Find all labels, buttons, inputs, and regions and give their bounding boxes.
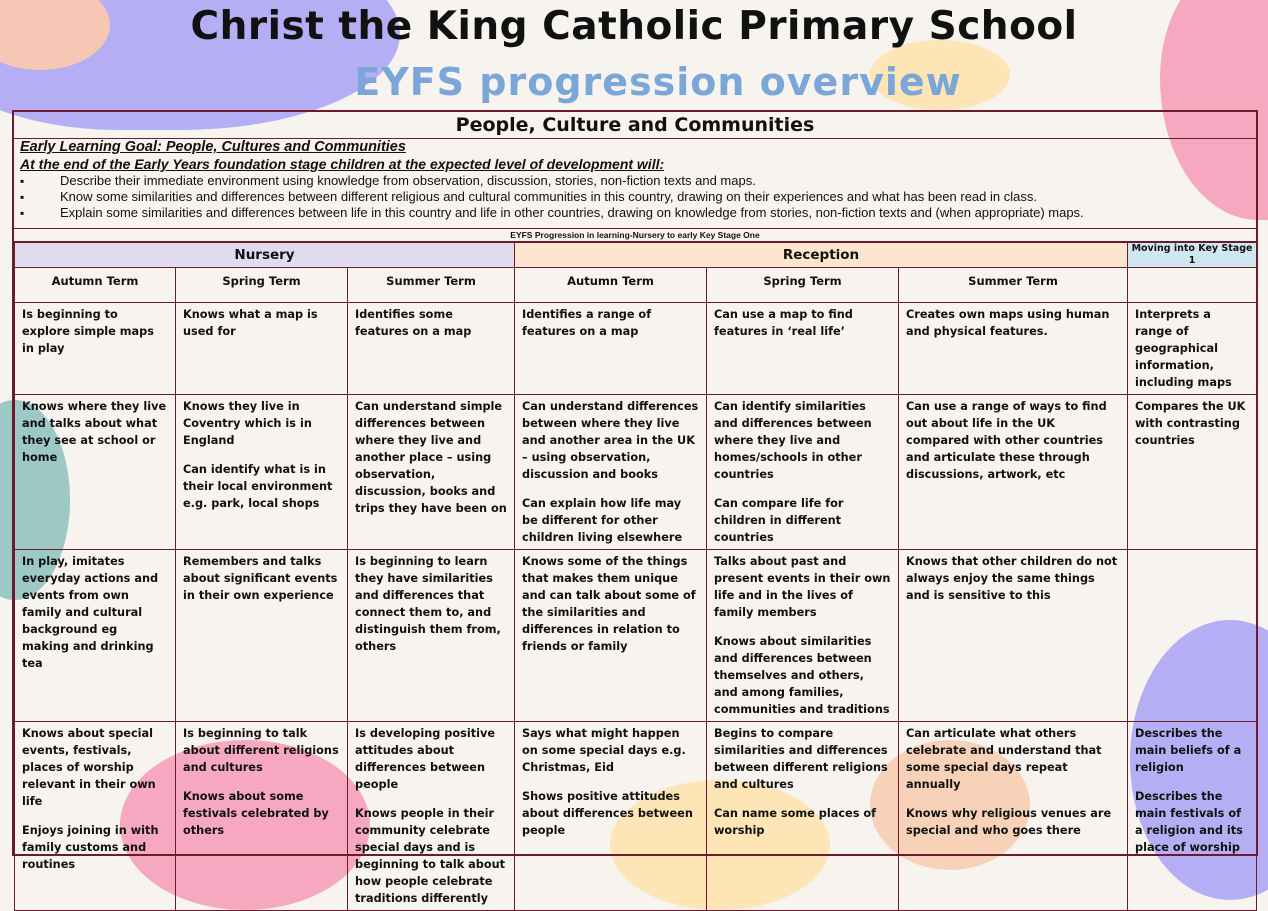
cell-text: Shows positive attitudes about differences between people [522,790,693,837]
goal-bullet: ▪ Describe their immediate environment using knowledge from observation, discussion, stories, non-fiction texts and maps. [20,173,1250,189]
cell-text: In play, imitates everyday actions and events from own family and cultural background eg making and drinking tea [22,555,159,670]
term-header: Autumn Term [515,268,707,303]
cell-text: Creates own maps using human and physical features. [906,308,1110,338]
cell-text: Can name some places of worship [714,807,877,837]
goal-intro: At the end of the Early Years foundation stage children at the expected level of development will: [20,156,665,172]
cell-text: Knows people in their community celebrate special days and is beginning to talk about how people celebrate traditions differently [355,807,506,905]
cell-text: Begins to compare similarities and differences between different religions and cultures [714,727,888,791]
cell-text: Knows about some festivals celebrated by others [183,790,329,837]
term-header: Summer Term [899,268,1128,303]
cell-text: Talks about past and present events in their own life and in the lives of family members [714,555,891,619]
cell-text: Identifies some features on a map [355,308,472,338]
cell-text: Remembers and talks about significant events in their own experience [183,555,338,602]
cell-text: Can use a map to find features in ‘real life’ [714,308,853,338]
progression-document [12,110,1258,905]
table-cell [15,395,176,550]
table-cell [899,395,1128,550]
table-cell [176,303,348,395]
cell-text: Can understand simple differences between where they live and another place – using observation, discussion, books and trips they have been on [355,400,507,515]
progression-table [14,242,1257,911]
table-cell [348,303,515,395]
table-cell [176,550,348,722]
cell-text: Knows that other children do not always enjoy the same things and is sensitive to this [906,555,1118,602]
table-cell [176,395,348,550]
cell-text: Knows where they live and talks about what they see at school or home [22,400,167,464]
term-header: Autumn Term [15,268,176,303]
table-cell [15,550,176,722]
table-cell [707,303,899,395]
cell-text: Describes the main festivals of a religion and its place of worship [1135,790,1243,854]
table-cell [707,395,899,550]
cell-text: Can compare life for children in different countries [714,497,844,544]
stage-key-stage-1: Moving into Key Stage 1 [1128,243,1257,268]
stage-header-row [15,243,1257,268]
table-cell [15,303,176,395]
table-row [15,303,1257,395]
goal-bullet: ▪ Know some similarities and differences between different religious and cultural communities in this country, drawing on their experiences and what has been read in class. [20,189,1250,205]
cell-text: Compares the UK with contrasting countries [1135,400,1246,447]
cell-text: Can understand differences between where they live and another area in the UK – using observation, discussion and books [522,400,699,481]
table-cell [707,722,899,911]
school-name: Christ the King Catholic Primary School [190,4,1078,49]
cell-text: Knows they live in Coventry which is in England [183,400,312,447]
table-cell [176,722,348,911]
term-header-row [15,268,1257,303]
term-header: Summer Term [348,268,515,303]
cell-text: Can explain how life may be different for other children living elsewhere [522,497,683,544]
cell-text: Knows about special events, festivals, places of worship relevant in their own life [22,727,156,808]
table-cell [515,550,707,722]
goal-title: Early Learning Goal: People, Cultures and Communities [20,139,406,155]
section-title: People, Culture and Communities [14,112,1256,139]
table-cell [1128,395,1257,550]
cell-text: Identifies a range of features on a map [522,308,652,338]
cell-text: Is beginning to learn they have similarities and differences that connect them to, and distinguish them from, others [355,555,501,653]
table-cell [1128,722,1257,911]
table-cell [348,722,515,911]
cell-text: Can articulate what others celebrate and understand that some special days repeat annually [906,727,1102,791]
stage-reception: Reception [515,243,1128,268]
table-row [15,722,1257,911]
cell-text: Enjoys joining in with family customs and routines [22,824,159,871]
table-row [15,395,1257,550]
early-learning-goal [14,139,1256,229]
table-cell [515,303,707,395]
cell-text: Is developing positive attitudes about differences between people [355,727,496,791]
cell-text: Can identify what is in their local environment e.g. park, local shops [183,463,333,510]
term-header [1128,268,1257,303]
stage-nursery: Nursery [15,243,515,268]
progression-title: EYFS Progression in learning-Nursery to early Key Stage One [14,229,1256,242]
table-cell [1128,303,1257,395]
page-subtitle: EYFS progression overview [354,60,962,104]
table-cell [899,722,1128,911]
table-cell [899,550,1128,722]
cell-text: Knows some of the things that makes them unique and can talk about some of the similarities and differences in relation to friends or family [522,555,696,653]
cell-text: Describes the main beliefs of a religion [1135,727,1242,774]
cell-text: Knows what a map is used for [183,308,318,338]
goal-bullet-list [20,173,1250,221]
table-cell [515,722,707,911]
cell-text: Knows why religious venues are special and who goes there [906,807,1112,837]
cell-text: Interprets a range of geographical information, including maps [1135,308,1232,389]
table-cell [899,303,1128,395]
table-cell [515,395,707,550]
term-header: Spring Term [707,268,899,303]
cell-text: Is beginning to talk about different religions and cultures [183,727,339,774]
term-header: Spring Term [176,268,348,303]
table-cell [348,395,515,550]
goal-bullet: ▪ Explain some similarities and differences between life in this country and life in other countries, drawing on knowledge from stories, non-fiction texts and (when appropriate) maps. [20,205,1250,221]
table-cell [348,550,515,722]
table-row [15,550,1257,722]
table-cell [707,550,899,722]
cell-text: Can use a range of ways to find out about life in the UK compared with other countries and articulate these through discussions, artwork, etc [906,400,1107,481]
cell-text: Is beginning to explore simple maps in play [22,308,154,355]
cell-text: Can identify similarities and differences between where they live and homes/schools in other countries [714,400,872,481]
table-cell [15,722,176,911]
cell-text: Knows about similarities and differences between themselves and others, and among families, communities and traditions [714,635,890,716]
table-cell [1128,550,1257,722]
cell-text: Says what might happen on some special days e.g. Christmas, Eid [522,727,686,774]
